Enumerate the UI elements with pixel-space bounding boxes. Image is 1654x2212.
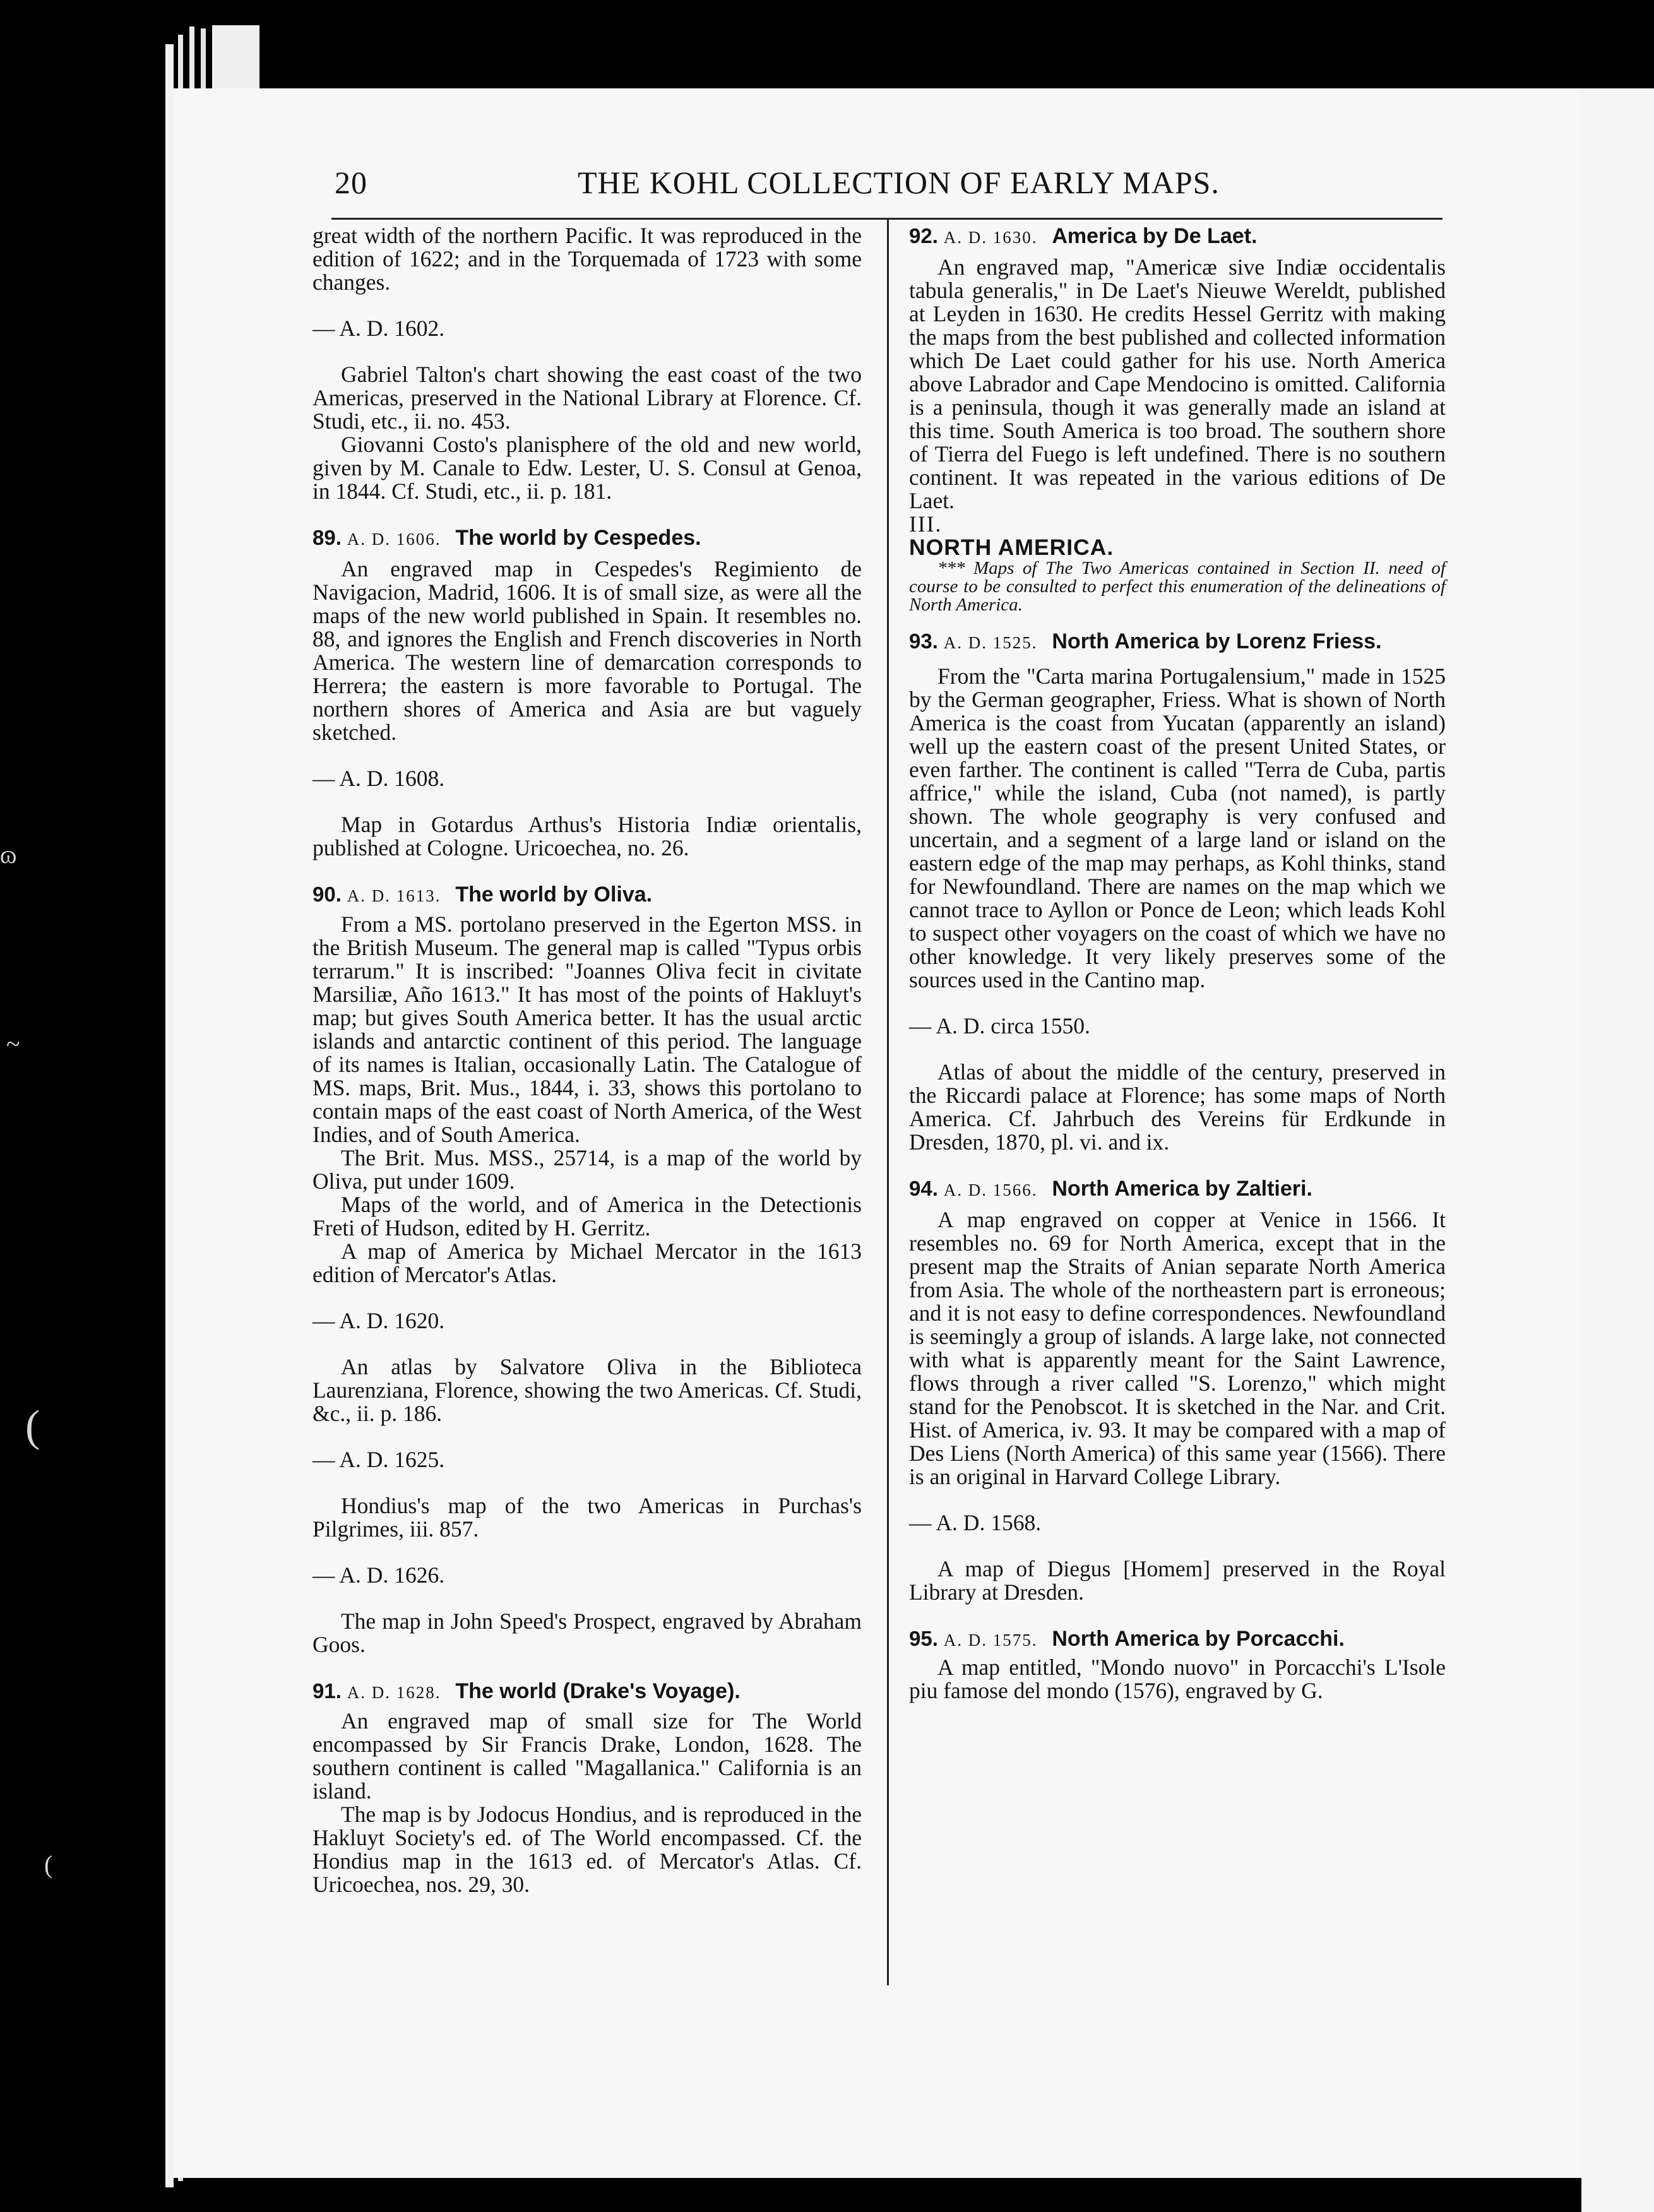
- margin-smudge: (: [44, 1850, 53, 1879]
- paragraph: Map in Gotardus Arthus's Historia Indiæ orientalis, published at Cologne. Uricoechea, no. 26.: [312, 812, 862, 860]
- page-number: 20: [335, 165, 367, 200]
- entry-date: A. D. 1525.: [943, 633, 1038, 652]
- margin-smudge: (: [25, 1402, 40, 1451]
- entry-heading-95: [909, 1627, 1446, 1652]
- entry-heading-94: [909, 1177, 1446, 1202]
- entry-number: 91.: [312, 1679, 342, 1703]
- paragraph: Maps of the world, and of America in the Detectionis Freti of Hudson, edited by H. Gerritz.: [312, 1192, 862, 1240]
- paragraph: An engraved map, "Americæ sive Indiæ occidentalis tabula generalis," in De Laet's Nieuwe Wereldt, published at Leyden in 1630. He credits Hessel Gerritz with making the maps from the best published and collected information which De Laet could gather for his use. North America above Labrador and Cape Mendocino is omitted. California is a peninsula, though it was generally made an island at this time. South America is too broad. The southern shore of Tierra del Fuego is left undefined. There is no southern continent. It was repeated in the various editions of De Laet.: [909, 254, 1446, 513]
- entry-title: North America by Zaltieri.: [1052, 1177, 1312, 1201]
- entry-title: North America by Lorenz Friess.: [1052, 629, 1382, 653]
- entry-heading-89: [312, 526, 862, 551]
- entry-number: 92.: [909, 224, 938, 247]
- paragraph: The map in John Speed's Prospect, engraved by Abraham Goos.: [312, 1608, 862, 1657]
- entry-heading-90: [312, 883, 862, 908]
- paragraph: An atlas by Salvatore Oliva in the Biblioteca Laurenziana, Florence, showing the two Americas. Cf. Studi, &c., ii. p. 186.: [312, 1354, 862, 1426]
- paragraph: From a MS. portolano preserved in the Egerton MSS. in the British Museum. The general map is called "Typus orbis terrarum." It is inscribed: "Joannes Oliva fecit in civitate Marsiliæ, Año 1613." It has most of the points of Hakluyt's map; but gives South America better. It has the usual arctic islands and antarctic continent of this period. The language of its names is Italian, occasionally Latin. The Catalogue of MS. maps, Brit. Mus., 1844, i. 33, shows this portolano to contain maps of the east coast of North America, of the West Indies, and of South America.: [312, 912, 862, 1147]
- entry-title: North America by Porcacchi.: [1052, 1627, 1345, 1651]
- column-rule: [887, 218, 889, 1985]
- paragraph: A map entitled, "Mondo nuovo" in Porcacchi's L'Isole piu famose del mondo (1576), engraved by G.: [909, 1655, 1446, 1703]
- section-number: III.: [909, 511, 943, 537]
- page-stack-edge: [165, 44, 174, 2187]
- paragraph: A map of America by Michael Mercator in the 1613 edition of Mercator's Atlas.: [312, 1239, 862, 1287]
- paragraph: Gabriel Talton's chart showing the east coast of the two Americas, preserved in the National Library at Florence. Cf. Studi, etc., ii. no. 453.: [312, 362, 862, 434]
- paragraph: Hondius's map of the two Americas in Purchas's Pilgrimes, iii. 857.: [312, 1493, 862, 1542]
- sub-entry-date: — A. D. 1620.: [312, 1308, 445, 1333]
- paragraph: A map engraved on copper at Venice in 1566. It resembles no. 69 for North America, except that in the present map the Straits of Anian separate North America from Asia. The whole of the northeastern part is erroneous; and it is not easy to define correspondences. Newfoundland is seemingly a group of islands. A large lake, not connected with what is apparently meant for the Saint Lawrence, flows through a river called "S. Lorenzo," which might stand for the Penobscot. It is sketched in the Nar. and Crit. Hist. of America, iv. 93. It may be compared with a map of Des Liens (North America) of this same year (1566). There is an original in Harvard College Library.: [909, 1207, 1446, 1489]
- running-title: THE KOHL COLLECTION OF EARLY MAPS.: [578, 165, 1220, 200]
- right-column: [909, 224, 1446, 1703]
- sub-entry-date: — A. D. 1608.: [312, 766, 445, 791]
- entry-heading-91: [312, 1679, 862, 1704]
- paragraph: The Brit. Mus. MSS., 25714, is a map of the world by Oliva, put under 1609.: [312, 1145, 862, 1194]
- entry-date: A. D. 1613.: [347, 886, 441, 905]
- entry-number: 93.: [909, 629, 938, 653]
- paragraph: An engraved map in Cespedes's Regimiento de Navigacion, Madrid, 1606. It is of small size, as were all the maps of the new world published in Spain. It resembles no. 88, and ignores the English and French discoveries in North America. The western line of demarcation corresponds to Herrera; the eastern is more favorable to Portugal. The northern shores of America and Asia are but vaguely sketched.: [312, 556, 862, 745]
- entry-number: 95.: [909, 1627, 938, 1650]
- entry-number: 90.: [312, 883, 342, 906]
- sub-entry-date: — A. D. 1568.: [909, 1510, 1042, 1535]
- paragraph: Atlas of about the middle of the century, preserved in the Riccardi palace at Florence; has some maps of North America. Cf. Jahrbuch des Vereins für Erdkunde in Dresden, 1870, pl. vi. and ix.: [909, 1059, 1446, 1155]
- entry-date: A. D. 1628.: [347, 1683, 441, 1702]
- paragraph: great width of the northern Pacific. It was reproduced in the edition of 1622; and in the Torquemada of 1723 with some changes.: [312, 223, 862, 295]
- sub-entry-date: — A. D. circa 1550.: [909, 1013, 1090, 1038]
- entry-title: The world by Cespedes.: [455, 526, 701, 550]
- paragraph: A map of Diegus [Homem] preserved in the Royal Library at Dresden.: [909, 1556, 1446, 1605]
- paragraph: From the "Carta marina Portugalensium," made in 1525 by the German geographer, Friess. What is shown of North America is the coast from Yucatan (apparently an island) well up the eastern coast of the present United States, or even farther. The continent is called "Terra de Cuba, partis affrice," while the island, Cuba (not named), is partly shown. The whole geography is very confused and uncertain, and a segment of a large land or island on the eastern edge of the map may perhaps, as Kohl thinks, stand for Newfoundland. There are names on the map which we cannot trace to Ayllon or Ponce de Leon; which leads Kohl to suspect other voyagers on the coast of which we have no other knowledge. It very likely preserves some of the sources used in the Cantino map.: [909, 663, 1446, 992]
- entry-title: The world by Oliva.: [455, 883, 653, 907]
- left-column: [312, 224, 862, 1896]
- entry-date: A. D. 1630.: [943, 228, 1038, 247]
- entry-heading-92: [909, 224, 1446, 249]
- paragraph: An engraved map of small size for The World encompassed by Sir Francis Drake, London, 1628. The southern continent is called "Magallanica." California is an island.: [312, 1708, 862, 1804]
- paragraph: Giovanni Costo's planisphere of the old and new world, given by M. Canale to Edw. Lester, U. S. Consul at Genoa, in 1844. Cf. Studi, etc., ii. p. 181.: [312, 432, 862, 504]
- adjacent-page-edge: [1581, 88, 1654, 2212]
- entry-title: The world (Drake's Voyage).: [455, 1679, 741, 1703]
- margin-smudge: ~: [6, 1030, 20, 1058]
- sub-entry-date: — A. D. 1626.: [312, 1562, 445, 1588]
- paragraph: The map is by Jodocus Hondius, and is reproduced in the Hakluyt Society's ed. of The World encompassed. Cf. the Hondius map in the 1613 ed. of Mercator's Atlas. Cf. Uricoechea, nos. 29, 30.: [312, 1802, 862, 1897]
- entry-heading-93: [909, 629, 1446, 655]
- entry-date: A. D. 1566.: [943, 1180, 1038, 1199]
- sub-entry-date: — A. D. 1625.: [312, 1447, 445, 1472]
- entry-date: A. D. 1575.: [943, 1631, 1038, 1650]
- section-title: NORTH AMERICA.: [909, 535, 1114, 560]
- entry-title: America by De Laet.: [1052, 224, 1258, 248]
- margin-smudge: ɷ: [0, 840, 17, 869]
- entry-date: A. D. 1606.: [347, 530, 441, 549]
- section-note: *** Maps of The Two Americas contained in Section II. need of course to be consulted to perfect this enumeration of the delineations of North America.: [909, 558, 1446, 615]
- sub-entry-date: — A. D. 1602.: [312, 316, 445, 341]
- entry-number: 94.: [909, 1177, 938, 1200]
- entry-number: 89.: [312, 526, 342, 549]
